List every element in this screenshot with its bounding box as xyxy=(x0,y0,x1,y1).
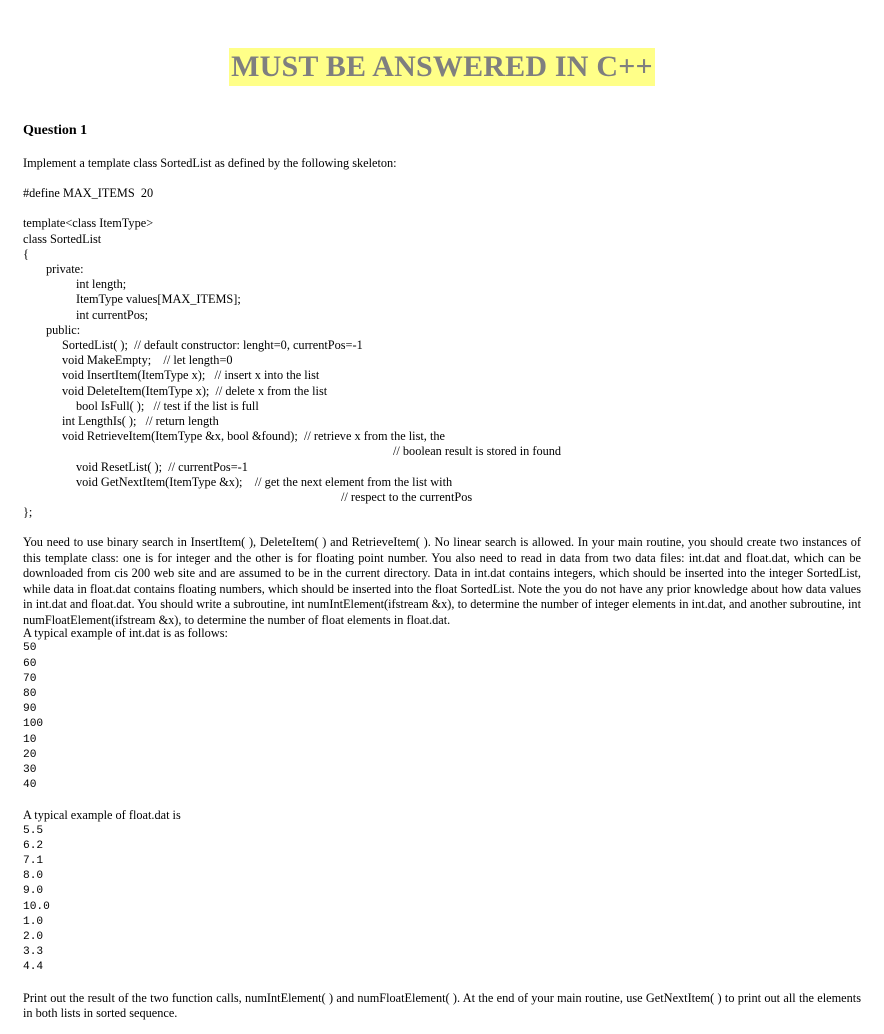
instructions-paragraph: You need to use binary search in InsertItem( ), DeleteItem( ) and RetrieveItem( ). No linear search is allowed. In your main routine, you should create two instances of this template class: one is for integer and the other is for floating point number. You also need to read in data from two data files: int.dat and float.dat, which can be downloaded from cis 200 web site and are assumed to be in the current directory. Data in int.dat contains integers, which should be inserted into the integer SortedList, while data in float.dat contains floating numbers, which should be inserted into the float SortedList. Note the you do not have any prior knowledge about how data values in int.dat and float.dat. You should write a subroutine, int numIntElement(ifstream &x), to determine the number of integer elements in int.dat, and another subroutine, int numFloatElement(ifstream &x), to determine the number of float elements in float.dat. xyxy=(23,535,861,627)
document-body xyxy=(23,121,861,1034)
int-value: 10 xyxy=(23,733,37,746)
float-value: 10.0 xyxy=(23,900,50,913)
float-value: 4.4 xyxy=(23,961,44,974)
float-value: 7.1 xyxy=(23,855,44,868)
code-line: // boolean result is stored in found xyxy=(393,444,562,459)
int-value: 100 xyxy=(23,718,44,731)
code-line: int length; xyxy=(76,277,127,292)
float-value: 2.0 xyxy=(23,931,44,944)
float-value: 3.3 xyxy=(23,946,44,959)
banner-container xyxy=(0,48,884,86)
code-line: int currentPos; xyxy=(76,307,149,322)
code-line: class SortedList xyxy=(23,231,102,246)
code-line: public: xyxy=(46,322,81,337)
code-line: { xyxy=(23,246,29,261)
page-banner: MUST BE ANSWERED IN C++ xyxy=(229,48,655,86)
code-line: bool IsFull( ); // test if the list is full xyxy=(76,398,259,413)
code-line: SortedList( ); // default constructor: lenght=0, currentPos=-1 xyxy=(62,338,363,353)
code-line: void DeleteItem(ItemType x); // delete x from the list xyxy=(62,383,328,398)
code-line: void MakeEmpty; // let length=0 xyxy=(62,353,233,368)
define-line: #define MAX_ITEMS 20 xyxy=(23,186,154,201)
float-value: 6.2 xyxy=(23,839,44,852)
int-value: 30 xyxy=(23,764,37,777)
int-data-list xyxy=(23,641,861,793)
float-value: 9.0 xyxy=(23,885,44,898)
code-line: void GetNextItem(ItemType &x); // get the next element from the list with xyxy=(76,474,453,489)
int-value: 70 xyxy=(23,672,37,685)
code-line: }; xyxy=(23,505,33,520)
code-line: int LengthIs( ); // return length xyxy=(62,414,219,429)
int-value: 40 xyxy=(23,779,37,792)
float-example-label: A typical example of float.dat is xyxy=(23,808,181,823)
intro-text: Implement a template class SortedList as defined by the following skeleton: xyxy=(23,156,397,170)
code-line: void InsertItem(ItemType x); // insert x into the list xyxy=(62,368,320,383)
float-value: 8.0 xyxy=(23,870,44,883)
int-value: 60 xyxy=(23,657,37,670)
final-paragraph: Print out the result of the two function calls, numIntElement( ) and numFloatElement( ). At the end of your main routine, use GetNextItem( ) to print out all the elements in both lists in sorted sequence. xyxy=(23,990,861,1021)
int-value: 90 xyxy=(23,703,37,716)
code-line: // respect to the currentPos xyxy=(341,490,473,505)
question-title: Question 1 xyxy=(23,123,88,138)
float-data-list xyxy=(23,824,861,976)
code-line: template<class ItemType> xyxy=(23,216,154,231)
float-value: 5.5 xyxy=(23,824,44,837)
code-skeleton xyxy=(23,216,861,520)
code-line: void RetrieveItem(ItemType &x, bool &found); // retrieve x from the list, the xyxy=(62,429,445,444)
code-line: ItemType values[MAX_ITEMS]; xyxy=(76,292,241,307)
int-example-label: A typical example of int.dat is as follows: xyxy=(23,626,228,641)
int-value: 50 xyxy=(23,642,37,655)
code-line: void ResetList( ); // currentPos=-1 xyxy=(76,459,248,474)
int-value: 20 xyxy=(23,748,37,761)
float-value: 1.0 xyxy=(23,915,44,928)
code-line: private: xyxy=(46,262,84,277)
int-value: 80 xyxy=(23,688,37,701)
